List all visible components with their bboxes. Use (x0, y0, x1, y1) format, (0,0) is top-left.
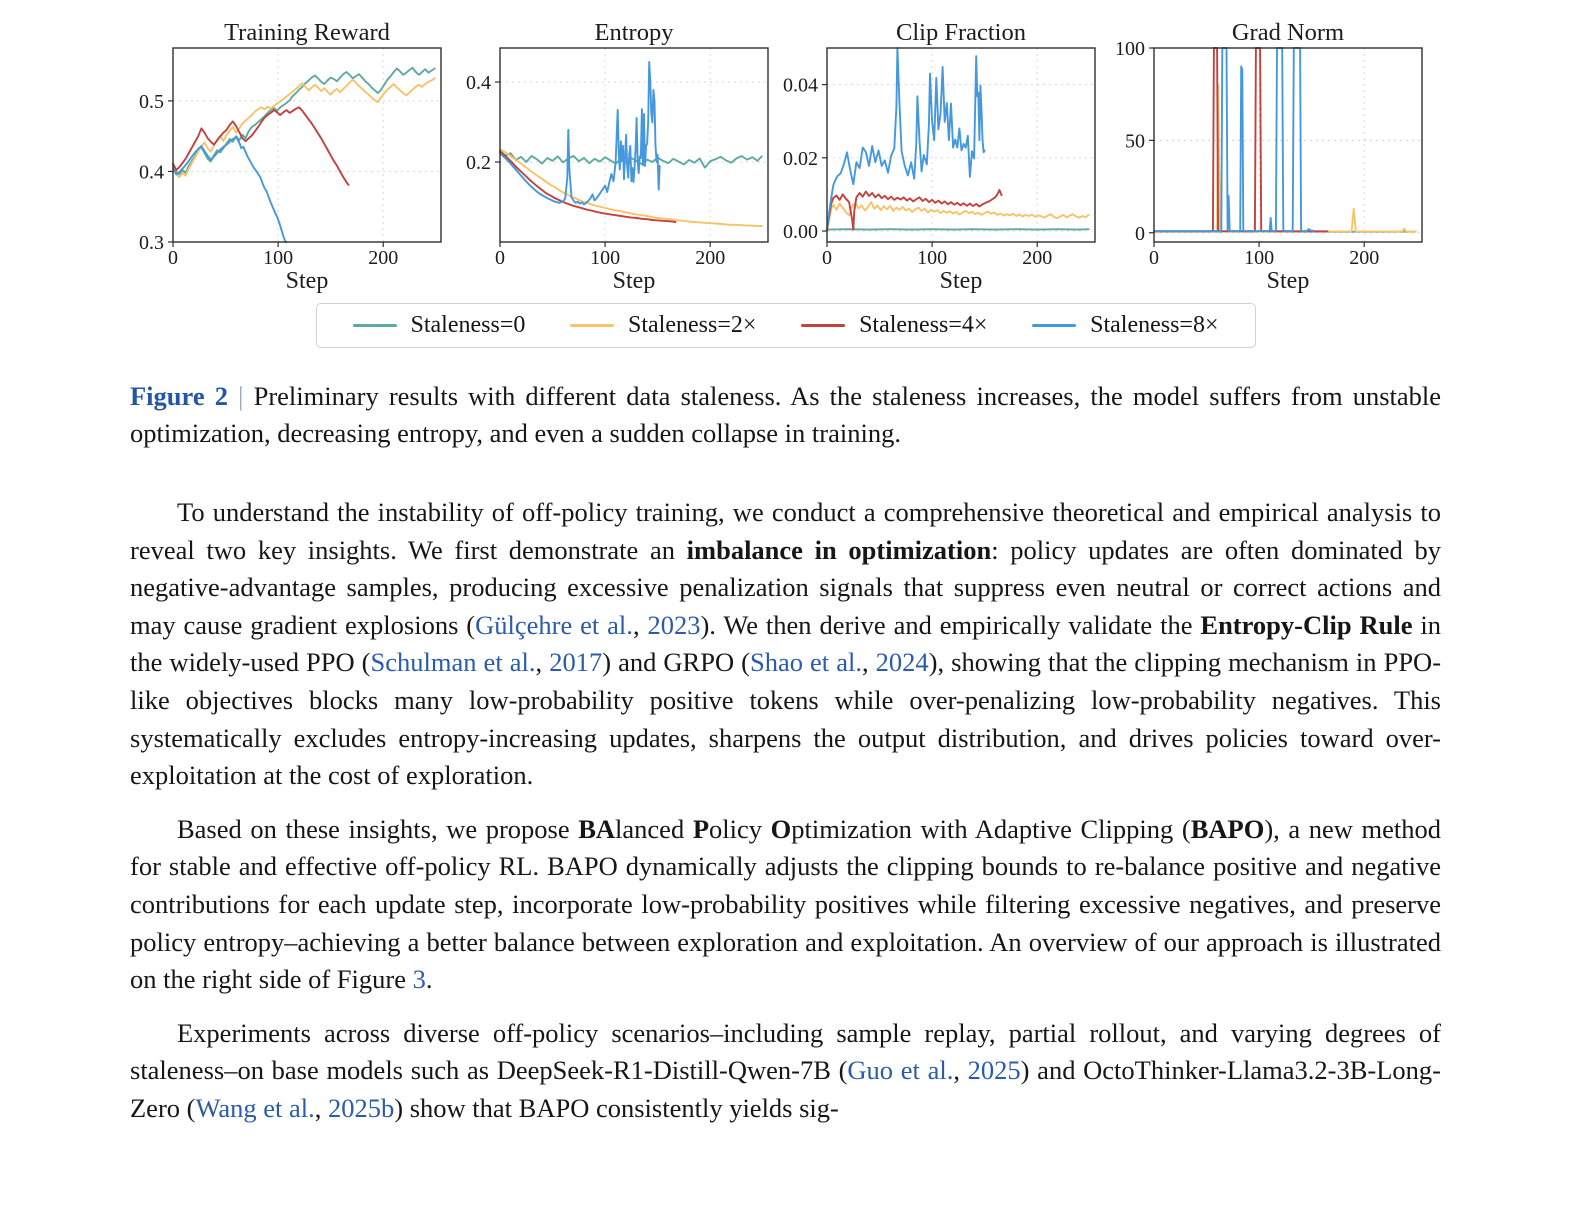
text: olicy (709, 813, 771, 844)
plot-frame (1154, 48, 1422, 242)
citation-link[interactable]: Gülçehre et al. (475, 609, 633, 640)
series-Staleness=8× (1154, 48, 1314, 231)
citation-link[interactable]: 2025 (967, 1055, 1021, 1086)
chart-text: 0 (495, 247, 505, 269)
chart-text: 0.00 (783, 221, 818, 244)
legend-item-3 (1032, 312, 1218, 339)
legend-label: Staleness=4× (859, 312, 988, 338)
chart-text: 0.3 (139, 232, 164, 254)
citation-link[interactable]: 2017 (549, 647, 603, 678)
text: ). We then derive and empirically validate the (700, 609, 1201, 640)
legend-line-icon (801, 324, 845, 327)
chart-text: 0 (168, 247, 178, 269)
figure-label: Figure 2 (130, 381, 228, 411)
charts-row (0, 22, 1571, 294)
chart-text: 100 (1244, 247, 1275, 269)
chart-text: 0.04 (783, 74, 818, 97)
text: To understand the instability of off-policy training, we conduct a comprehensive theoretical and empirical analysis to reveal two key insights. We first demonstrate an (130, 497, 1441, 565)
chart-text: Grad Norm (1231, 22, 1345, 46)
chart-training-reward (121, 22, 448, 294)
legend-item-0 (353, 312, 526, 339)
citation-link[interactable]: 2025b (328, 1092, 395, 1123)
bold-text: Entropy-Clip Rule (1200, 609, 1413, 640)
series-Staleness=2× (827, 202, 1089, 230)
bold-text: BA (578, 813, 616, 844)
chart-text: Step (285, 268, 329, 294)
text: ) and GRPO ( (602, 647, 750, 678)
legend-label: Staleness=8× (1090, 312, 1219, 338)
text: ) show that BAPO consistently yields sig- (394, 1092, 839, 1123)
text: ptimization with Adaptive Clipping ( (791, 813, 1191, 844)
chart-text: 0 (822, 247, 832, 269)
figure-legend (316, 303, 1256, 348)
text: in the widely-used PPO ( (130, 609, 1442, 678)
chart-text: 200 (1349, 247, 1380, 269)
chart-svg (121, 22, 448, 294)
text: , (632, 609, 648, 640)
citation-link[interactable]: 3 (412, 964, 426, 995)
chart-text: Step (612, 268, 656, 294)
body-text (130, 494, 1441, 1128)
citation-link[interactable]: Wang et al. (195, 1092, 315, 1123)
text: , (861, 647, 876, 678)
figure-caption (130, 378, 1441, 452)
legend-label: Staleness=0 (410, 312, 526, 338)
bold-text: P (692, 813, 709, 844)
paragraph-2 (130, 811, 1441, 999)
bold-text: O (770, 813, 792, 844)
series-Staleness=8× (827, 48, 985, 230)
text: , (314, 1092, 329, 1123)
legend-line-icon (570, 324, 614, 327)
text: Based on these insights, we propose (177, 813, 579, 844)
text: : policy updates are often dominated by negative-advantage samples, producing excessive penalization signals that suppress even neutral or correct actions and may cause gradient explosions ( (130, 534, 1441, 640)
series-Staleness=8× (500, 62, 660, 204)
paragraph-3 (130, 1015, 1441, 1128)
text: ) and OctoThinker-Llama3.2-3B-Long-Zero ( (130, 1055, 1441, 1123)
chart-text: 0.4 (139, 161, 164, 184)
chart-text: Training Reward (224, 22, 390, 46)
plot-frame (500, 48, 768, 242)
chart-svg (1102, 22, 1429, 294)
legend-line-icon (353, 324, 397, 327)
chart-text: Entropy (594, 22, 674, 46)
chart-text: 0.2 (466, 152, 491, 174)
figure-2-block (0, 0, 1571, 348)
chart-text: Step (1266, 268, 1310, 294)
text: , (953, 1055, 968, 1086)
chart-text: 0.5 (139, 90, 164, 113)
legend-item-2 (801, 312, 987, 339)
chart-clip-fraction (775, 22, 1102, 294)
chart-text: 0.02 (783, 147, 818, 170)
chart-text: 0 (1135, 222, 1145, 245)
chart-text: 100 (1115, 38, 1145, 60)
citation-link[interactable]: Schulman et al. (370, 647, 536, 678)
chart-text: 100 (590, 247, 621, 269)
chart-text: 200 (368, 247, 399, 269)
citation-link[interactable]: Shao et al. (749, 647, 862, 678)
chart-text: 0 (1149, 247, 1159, 269)
chart-svg (775, 22, 1102, 294)
chart-grad-norm (1102, 22, 1429, 294)
chart-text: Clip Fraction (896, 22, 1026, 46)
legend-line-icon (1032, 324, 1076, 327)
citation-link[interactable]: 2024 (875, 647, 929, 678)
chart-text: 200 (695, 247, 726, 269)
chart-svg (448, 22, 775, 294)
citation-link[interactable]: 2023 (647, 609, 701, 640)
series-Staleness=2× (173, 78, 435, 177)
text: , (535, 647, 550, 678)
chart-text: Step (939, 268, 983, 294)
text: ), showing that the clipping mechanism in PPO-like objectives blocks many low-probability positive tokens while over-penalizing low-probability negatives. This systematically excludes entropy-increasing updates, sharpens the output distribution, and drives policies toward over-exploitation at the cost of exploration. (130, 647, 1442, 791)
text: . (425, 964, 433, 995)
text: Experiments across diverse off-policy scenarios–including sample replay, partial rollout, and varying degrees of staleness–on base models such as DeepSeek-R1-Distill-Qwen-7B ( (130, 1017, 1441, 1086)
citation-link[interactable]: Guo et al. (847, 1055, 954, 1086)
bold-text: BAPO (1190, 813, 1265, 844)
text: ), a new method for stable and effective off-policy RL. BAPO dynamically adjusts the clipping bounds to re-balance positive and negative contributions for each update step, incorporate low-probability positives while filtering excessive negatives, and preserve policy entropy–achieving a better balance between exploration and exploitation. An overview of our approach is illustrated on the right side of Figure (130, 813, 1441, 995)
caption-separator: | (227, 381, 254, 411)
legend-item-1 (570, 312, 756, 339)
chart-text: 200 (1022, 247, 1053, 269)
chart-entropy (448, 22, 775, 294)
text: lanced (615, 813, 693, 844)
bold-text: imbalance in optimization (686, 534, 992, 565)
text: Preliminary results with different data staleness. As the staleness increases, the model suffers from unstable optimization, decreasing entropy, and even a sudden collapse in training. (130, 381, 1442, 448)
paragraph-1 (130, 494, 1441, 795)
chart-text: 100 (917, 247, 948, 269)
series-Staleness=2× (1154, 85, 1416, 232)
chart-text: 100 (263, 247, 294, 269)
text-column (0, 378, 1571, 1128)
chart-text: 0.4 (466, 72, 491, 94)
legend-label: Staleness=2× (628, 312, 757, 338)
chart-text: 50 (1125, 130, 1145, 153)
